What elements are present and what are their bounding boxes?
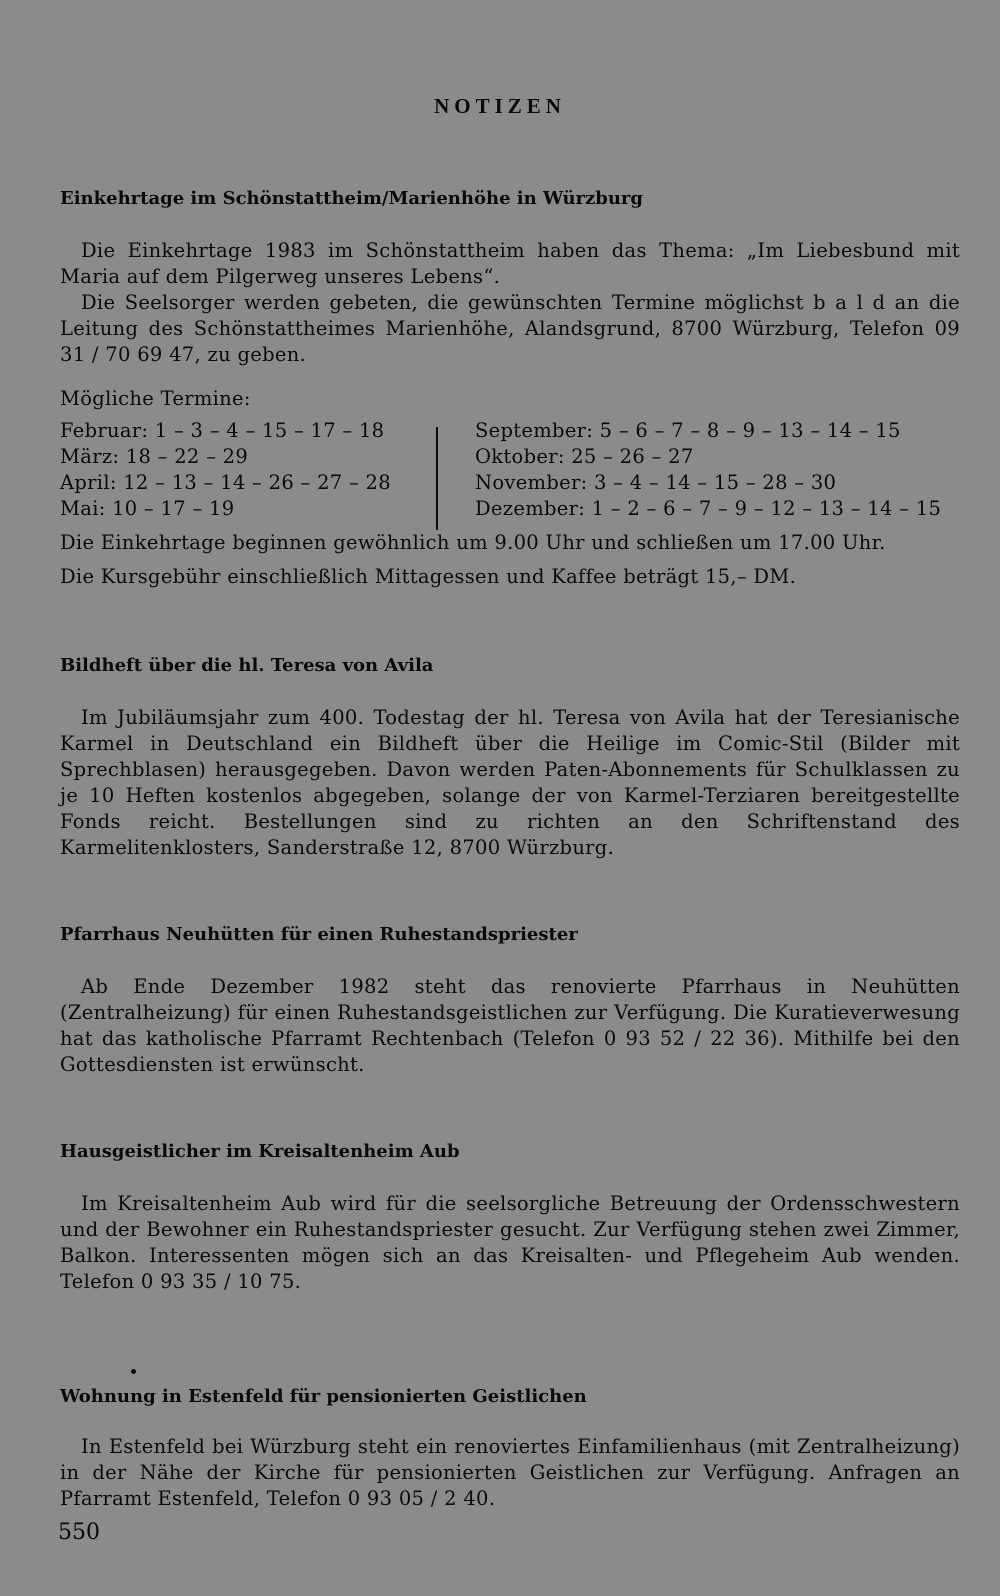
paragraph: Die Einkehrtage 1983 im Schönstattheim haben das Thema: „Im Liebesbund mit Maria auf dem Pilgerweg unseres Lebens“. [60,239,960,288]
times-line: Die Einkehrtage beginnen gewöhnlich um 9.00 Uhr und schließen um 17.00 Uhr. [60,531,886,554]
date-row: Mai: 10 – 17 – 19 [60,497,235,520]
paragraph: Im Jubiläumsjahr zum 400. Todestag der hl. Teresa von Avila hat der Teresianische Karmel in Deutschland ein Bildheft über die Heilige im Comic-Stil (Bilder mit Sprechblasen) herausgegeben. Davon werden Paten-Abonnements für Schulklassen zu je 10 Heften kostenlos abgegeben, solange der von Karmel-Terziaren bereitgestellte Fonds reicht. Bestellungen sind zu richten an den Schriftenstand des Karmelitenklosters, Sanderstraße 12, 8700 Würzburg. [60,706,960,859]
date-row: Oktober: 25 – 26 – 27 [475,445,694,468]
date-row: Februar: 1 – 3 – 4 – 15 – 17 – 18 [60,419,385,442]
paragraph: In Estenfeld bei Würzburg steht ein renoviertes Einfamilienhaus (mit Zentralheizung) in der Nähe der Kirche für pensionierten Geistlichen zur Verfügung. Anfragen an Pfarramt Estenfeld, Telefon 0 93 05 / 2 40. [60,1435,960,1510]
section-heading-neuhuetten: Pfarrhaus Neuhütten für einen Ruhestandspriester [60,924,578,945]
column-divider [436,427,438,530]
section-heading-einkehrtage: Einkehrtage im Schönstattheim/Marienhöhe in Würzburg [60,188,644,209]
fee-line: Die Kursgebühr einschließlich Mittagessen und Kaffee beträgt 15,– DM. [60,565,797,588]
section-body-einkehrtage [60,238,960,368]
termine-label: Mögliche Termine: [60,387,251,410]
dates-left-column [60,418,391,522]
date-row: März: 18 – 22 – 29 [60,445,249,468]
date-row: September: 5 – 6 – 7 – 8 – 9 – 13 – 14 – 15 [475,419,901,442]
date-row: April: 12 – 13 – 14 – 26 – 27 – 28 [60,471,391,494]
section-heading-teresa: Bildheft über die hl. Teresa von Avila [60,655,434,676]
section-body-aub [60,1191,960,1295]
paragraph: Die Seelsorger werden gebeten, die gewünschten Termine möglichst b a l d an die Leitung des Schönstattheimes Marienhöhe, Alandsgrund, 8700 Würzburg, Telefon 09 31 / 70 69 47, zu geben. [60,291,960,366]
paragraph: Ab Ende Dezember 1982 steht das renovierte Pfarrhaus in Neuhütten (Zentralheizung) für einen Ruhestandsgeistlichen zur Verfügung. Die Kuratieverwesung hat das katholische Pfarramt Rechtenbach (Telefon 0 93 52 / 22 36). Mithilfe bei den Gottesdiensten ist erwünscht. [60,975,960,1076]
date-row: Dezember: 1 – 2 – 6 – 7 – 9 – 12 – 13 – 14 – 15 [475,497,942,520]
page-number: 550 [58,1520,100,1545]
section-heading-aub: Hausgeistlicher im Kreisaltenheim Aub [60,1141,460,1162]
section-body-estenfeld [60,1434,960,1512]
section-body-neuhuetten [60,974,960,1078]
paragraph: Im Kreisaltenheim Aub wird für die seelsorgliche Betreuung der Ordensschwestern und der Bewohner ein Ruhestandspriester gesucht. Zur Verfügung stehen zwei Zimmer, Balkon. Interessenten mögen sich an das Kreisalten- und Pflegeheim Aub wenden. Telefon 0 93 35 / 10 75. [60,1192,960,1293]
section-body-teresa [60,705,960,861]
page-title: NOTIZEN [434,94,566,118]
dates-right-column [475,418,941,522]
section-heading-estenfeld: Wohnung in Estenfeld für pensionierten Geistlichen [60,1386,587,1407]
date-row: November: 3 – 4 – 14 – 15 – 28 – 30 [475,471,837,494]
print-speck [131,1369,136,1374]
